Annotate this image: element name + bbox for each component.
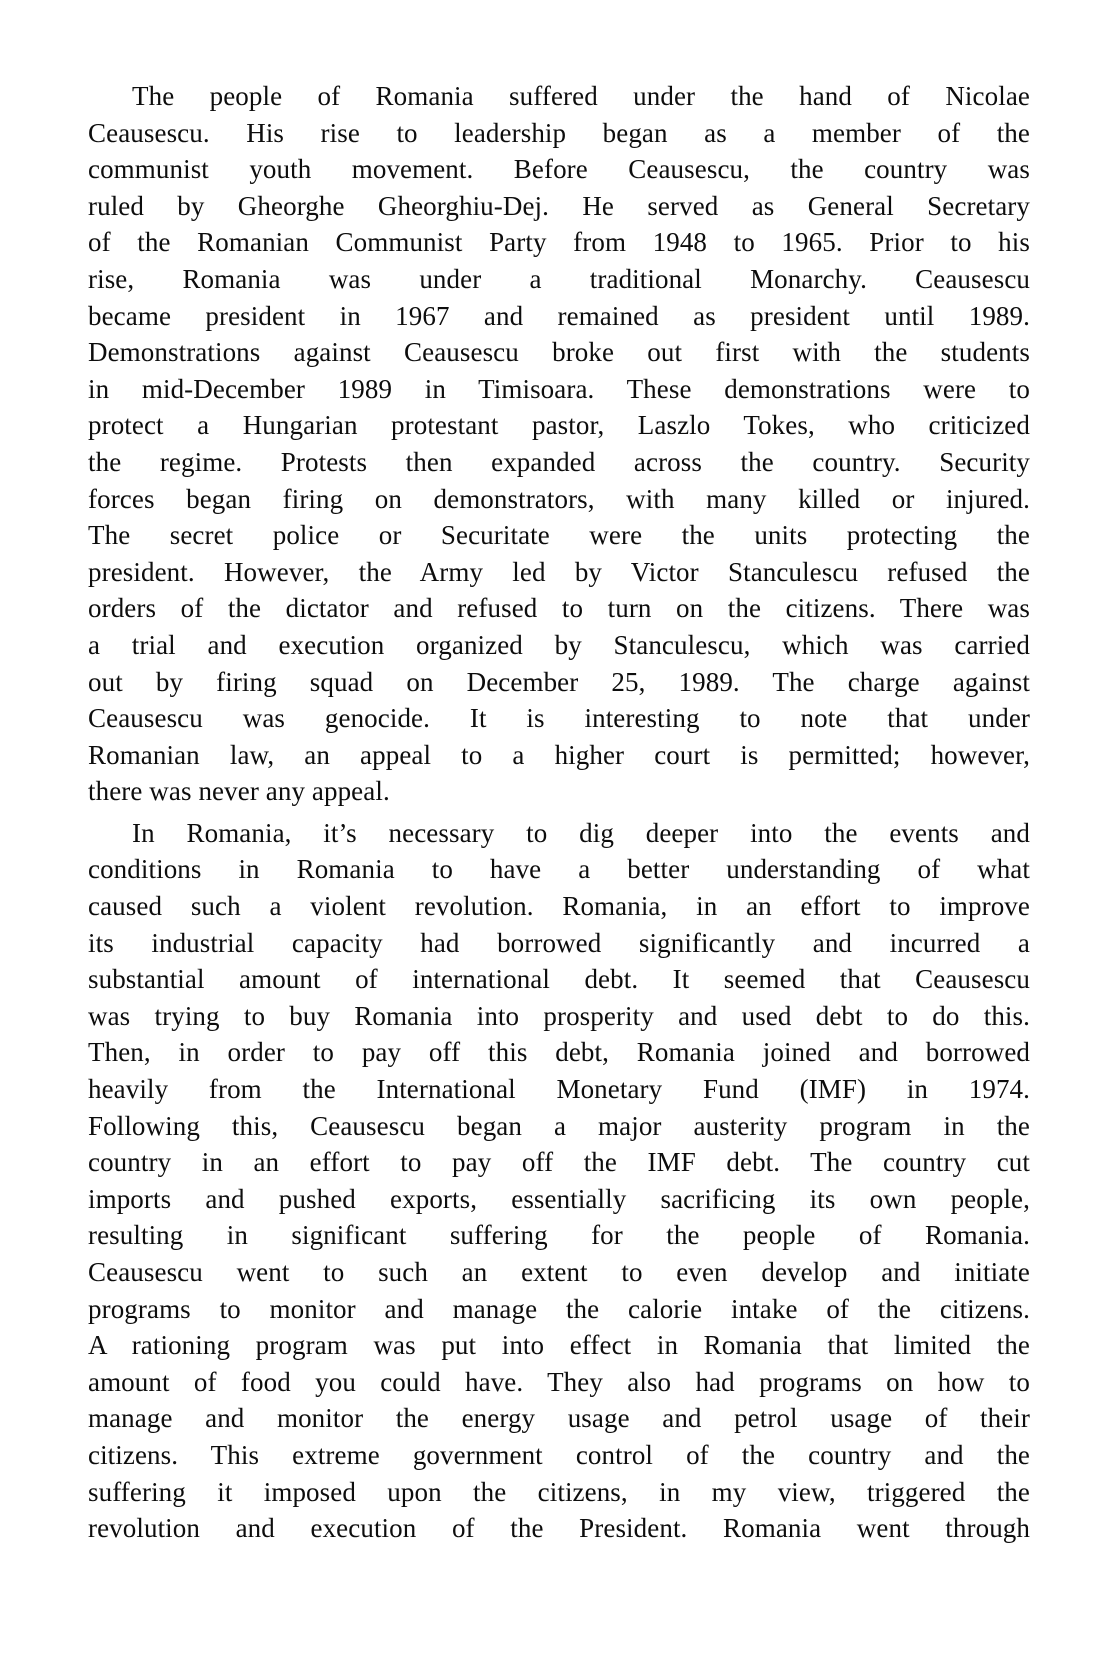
text-line: rise, Romania was under a traditional Monarchy. Ceausescu bbox=[88, 263, 1030, 294]
text-line: The secret police or Securitate were the units protecting the bbox=[88, 520, 1030, 551]
text-line: of the Romanian Communist Party from 1948 to 1965. Prior to his bbox=[88, 227, 1030, 258]
text-line: programs to monitor and manage the calorie intake of the citizens. bbox=[88, 1293, 1030, 1324]
text-line: caused such a violent revolution. Romania, in an effort to improve bbox=[88, 891, 1030, 922]
text-line: in mid-December 1989 in Timisoara. These demonstrations were to bbox=[88, 373, 1030, 404]
text-line: protect a Hungarian protestant pastor, Laszlo Tokes, who criticized bbox=[88, 410, 1030, 441]
text-line: suffering it imposed upon the citizens, in my view, triggered the bbox=[88, 1476, 1030, 1507]
text-line: amount of food you could have. They also had programs on how to bbox=[88, 1366, 1030, 1397]
text-line: In Romania, it’s necessary to dig deeper into the events and bbox=[132, 817, 1030, 848]
text-line: Romanian law, an appeal to a higher court is permitted; however, bbox=[88, 739, 1030, 770]
text-line: A rationing program was put into effect in Romania that limited the bbox=[88, 1330, 1030, 1361]
text-line: a trial and execution organized by Stanculescu, which was carried bbox=[88, 629, 1030, 660]
text-line: heavily from the International Monetary Fund (IMF) in 1974. bbox=[88, 1074, 1030, 1105]
text-line: citizens. This extreme government control of the country and the bbox=[88, 1439, 1030, 1470]
text-line: manage and monitor the energy usage and petrol usage of their bbox=[88, 1403, 1030, 1434]
text-line: out by firing squad on December 25, 1989. The charge against bbox=[88, 666, 1030, 697]
text-line: was trying to buy Romania into prosperity and used debt to do this. bbox=[88, 1000, 1030, 1031]
text-line: resulting in significant suffering for the people of Romania. bbox=[88, 1220, 1030, 1251]
text-line: country in an effort to pay off the IMF debt. The country cut bbox=[88, 1147, 1030, 1178]
text-line: the regime. Protests then expanded across the country. Security bbox=[88, 446, 1030, 477]
text-line: there was never any appeal. bbox=[88, 776, 390, 807]
paragraph-2 bbox=[88, 815, 1030, 1547]
text-line: Then, in order to pay off this debt, Romania joined and borrowed bbox=[88, 1037, 1030, 1068]
text-line: revolution and execution of the President. Romania went through bbox=[88, 1513, 1030, 1544]
text-line: substantial amount of international debt. It seemed that Ceausescu bbox=[88, 964, 1030, 995]
text-line: Demonstrations against Ceausescu broke out first with the students bbox=[88, 337, 1030, 368]
text-line: president. However, the Army led by Victor Stanculescu refused the bbox=[88, 556, 1030, 587]
text-line: imports and pushed exports, essentially sacrificing its own people, bbox=[88, 1183, 1030, 1214]
text-line: Ceausescu went to such an extent to even develop and initiate bbox=[88, 1257, 1030, 1287]
document-page bbox=[88, 0, 1030, 1547]
text-line: communist youth movement. Before Ceausescu, the country was bbox=[88, 154, 1030, 185]
text-line: orders of the dictator and refused to turn on the citizens. There was bbox=[88, 593, 1030, 624]
text-line: ruled by Gheorghe Gheorghiu-Dej. He served as General Secretary bbox=[88, 190, 1030, 221]
text-line: forces began firing on demonstrators, with many killed or injured. bbox=[88, 483, 1030, 514]
text-line: Following this, Ceausescu began a major austerity program in the bbox=[88, 1110, 1030, 1141]
paragraph-1 bbox=[88, 78, 1030, 810]
text-line: its industrial capacity had borrowed significantly and incurred a bbox=[88, 927, 1030, 958]
text-line: became president in 1967 and remained as president until 1989. bbox=[88, 300, 1030, 331]
text-line: Ceausescu was genocide. It is interesting to note that under bbox=[88, 703, 1030, 734]
text-line: The people of Romania suffered under the hand of Nicolae bbox=[132, 81, 1030, 111]
text-line: Ceausescu. His rise to leadership began as a member of the bbox=[88, 117, 1030, 148]
text-line: conditions in Romania to have a better understanding of what bbox=[88, 854, 1030, 885]
